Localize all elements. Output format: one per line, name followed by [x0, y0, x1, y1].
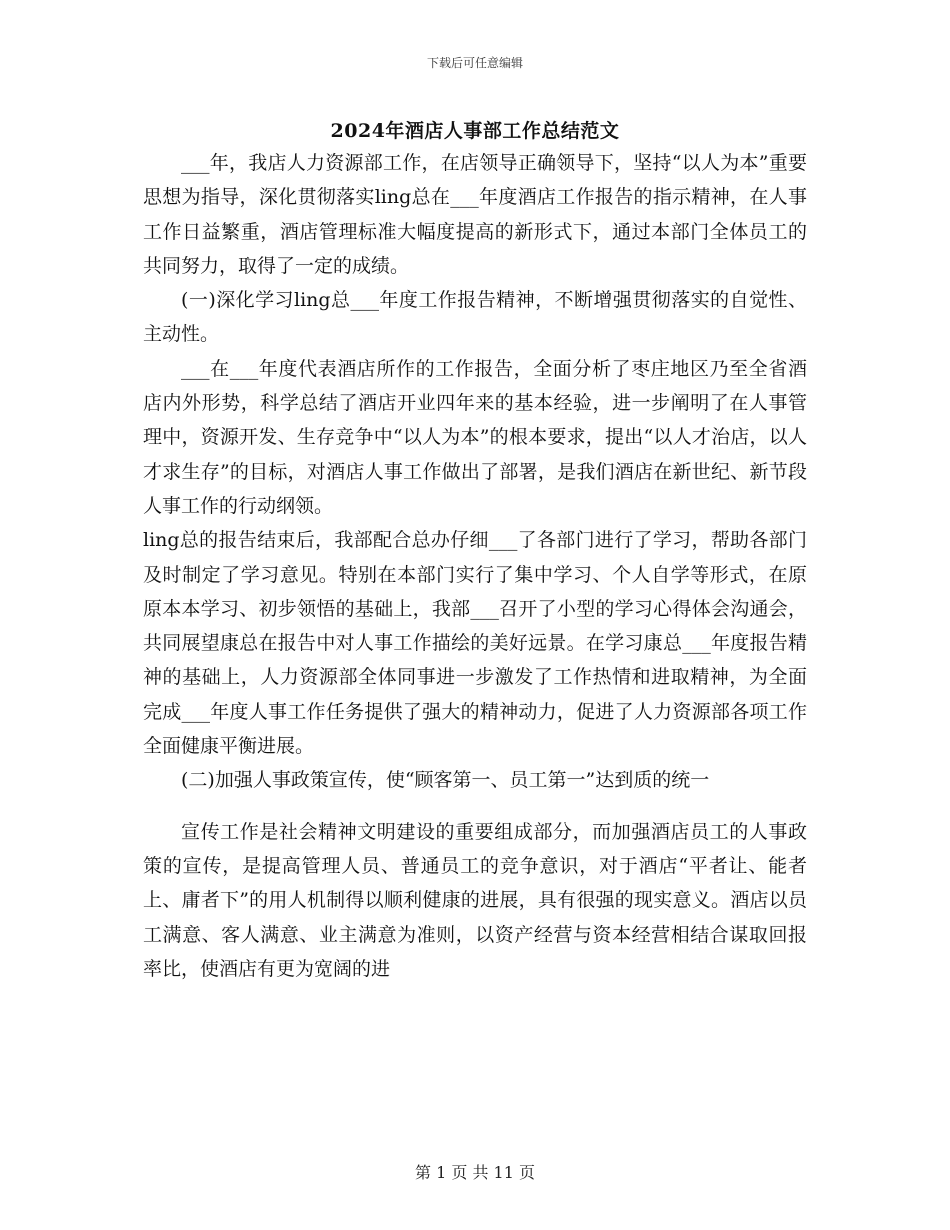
document-title: 2024年酒店人事部工作总结范文 [330, 120, 620, 142]
page-header-note: 下载后可任意编辑 [426, 56, 523, 70]
paragraph-study-activities: ling总的报告结束后，我部配合总办仔细___了各部门进行了学习，帮助各部门及时制定了学习意见。特别在本部门实行了集中学习、个人自学等形式，在原原本本学习、初步领悟的基础上，我部___召开了小型的学习心得体会沟通会，共同展望康总在报告中对人事工作描绘的美好远景。在学习康总___年度报告精神的基础上，人力资源部全体同事进一步激发了工作热情和进取精神，为全面完成___年度人事工作任务提供了强大的精神动力，促进了人力资源部各项工作全面健康平衡进展。 [143, 529, 807, 758]
paragraph-publicity-work: 宣传工作是社会精神文明建设的重要组成部分，而加强酒店员工的人事政策的宣传，是提高管理人员、普通员工的竞争意识，对于酒店“平者让、能者上、庸者下”的用人机制得以顺利健康的进展，具有很强的现实意义。酒店以员工满意、客人满意、业主满意为准则，以资产经营与资本经营相结合谋取回报率比，使酒店有更为宽阔的进 [143, 820, 807, 980]
paragraph-intro: ___年，我店人力资源部工作，在店领导正确领导下，坚持“以人为本”重要思想为指导，深化贯彻落实ling总在___年度酒店工作报告的指示精神，在人事工作日益繁重，酒店管理标准大幅度提高的新形式下，通过本部门全体员工的共同努力，取得了一定的成绩。 [143, 152, 807, 277]
paragraph-section-2-heading: (二)加强人事政策宣传，使“顾客第一、员工第一”达到质的统一 [181, 769, 710, 792]
page-footer-number: 第 1 页 共 11 页 [415, 1163, 535, 1182]
paragraph-section-1-heading: (一)深化学习ling总___年度工作报告精神，不断增强贯彻落实的自觉性、主动性。 [143, 289, 807, 346]
document-body [143, 146, 807, 986]
paragraph-report-summary: ___在___年度代表酒店所作的工作报告，全面分析了枣庄地区乃至全省酒店内外形势，科学总结了酒店开业四年来的基本经验，进一步阐明了在人事管理中，资源开发、生存竞争中“以人为本”的根本要求，提出“以人才治店，以人才求生存”的目标，对酒店人事工作做出了部署，是我们酒店在新世纪、新节段人事工作的行动纲领。 [143, 357, 807, 517]
